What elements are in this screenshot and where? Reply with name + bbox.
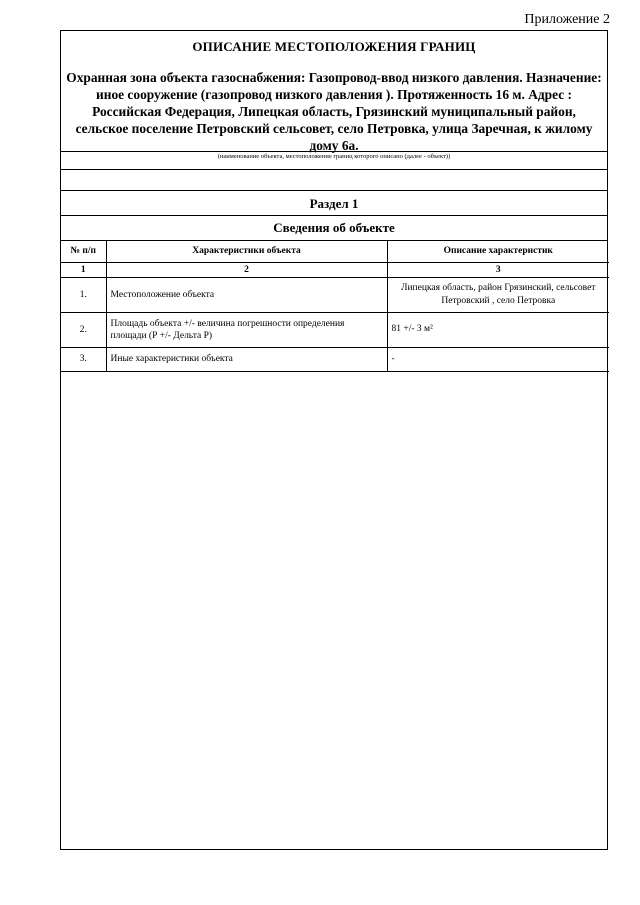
table-header-row	[61, 241, 609, 262]
table-row	[61, 312, 609, 347]
row-characteristic: Площадь объекта +/- величина погрешности определения площади (Р +/- Дельта Р)	[106, 312, 387, 347]
column-number-row	[61, 262, 609, 277]
column-number: 1	[61, 262, 106, 277]
row-description: -	[387, 347, 609, 371]
row-num: 3.	[61, 347, 106, 371]
row-num: 2.	[61, 312, 106, 347]
object-caption: (наименование объекта, местоположение границ которого описано (далее - объект))	[61, 152, 607, 170]
spacer-row	[61, 170, 607, 191]
row-characteristic: Иные характеристики объекта	[106, 347, 387, 371]
header-description: Описание характеристик	[387, 241, 609, 262]
header-num: № п/п	[61, 241, 106, 262]
header-block	[61, 31, 607, 152]
column-number: 3	[387, 262, 609, 277]
appendix-label: Приложение 2	[524, 12, 610, 27]
document-frame	[60, 30, 608, 850]
header-characteristic: Характеристики объекта	[106, 241, 387, 262]
row-characteristic: Местоположение объекта	[106, 277, 387, 312]
document-title: ОПИСАНИЕ МЕСТОПОЛОЖЕНИЯ ГРАНИЦ	[192, 39, 476, 54]
row-num: 1.	[61, 277, 106, 312]
object-description: Охранная зона объекта газоснабжения: Газопровод-ввод низкого давления. Назначение: иное сооружение (газопровод низкого давления ). Протяженность 16 м. Адрес : Российская Федерация, Липецкая область, Грязинский муниципальный район, сельское поселение Петровский сельсовет, село Петровка, улица Заречная, к жилому дому 6а.	[66, 70, 602, 153]
info-title: Сведения об объекте	[61, 216, 607, 241]
table-row	[61, 347, 609, 371]
row-description: 81 +/- 3 м²	[387, 312, 609, 347]
object-info-table	[61, 241, 609, 372]
row-description: Липецкая область, район Грязинский, сельсовет Петровский , село Петровка	[387, 277, 609, 312]
table-row	[61, 277, 609, 312]
column-number: 2	[106, 262, 387, 277]
section-title: Раздел 1	[61, 191, 607, 216]
